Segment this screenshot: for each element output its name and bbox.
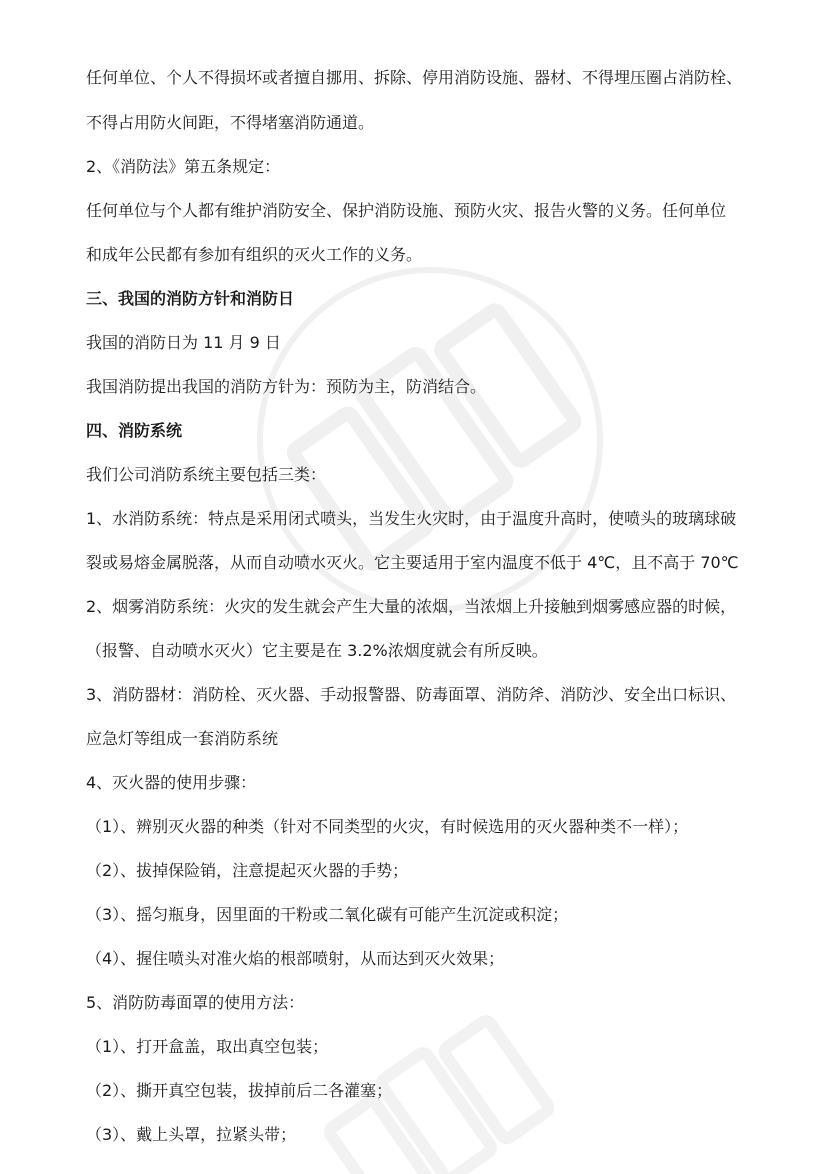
paragraph-line: 裂或易熔金属脱落，从而自动喷水灭火。它主要适用于室内温度不低于 4℃，且不高于 70℃ — [86, 553, 739, 572]
paragraph-line: 5、消防防毒面罩的使用方法： — [86, 993, 305, 1012]
watermark-logo-bottom — [300, 960, 560, 1174]
list-item: （2）、撕开真空包装，拔掉前后二各灌塞； — [86, 1081, 393, 1100]
list-item: （3）、摇匀瓶身，因里面的干粉或二氧化碳有可能产生沉淀或积淀； — [86, 905, 569, 924]
paragraph-line: 2、《消防法》第五条规定： — [86, 157, 281, 176]
watermark-logo — [240, 250, 620, 630]
paragraph-line: 不得占用防火间距，不得堵塞消防通道。 — [86, 113, 375, 132]
paragraph-line: 我国的消防日为 11 月 9 日 — [86, 333, 281, 352]
paragraph-line: 任何单位、个人不得损坏或者擅自挪用、拆除、停用消防设施、器材、不得埋压圈占消防栓、 — [86, 68, 743, 87]
paragraph-line: 我们公司消防系统主要包括三类： — [86, 465, 327, 484]
section-heading: 三、我国的消防方针和消防日 — [86, 289, 295, 308]
paragraph-line: 任何单位与个人都有维护消防安全、保护消防设施、预防火灾、报告火警的义务。任何单位 — [86, 201, 727, 220]
paragraph-line: 1、水消防系统：特点是采用闭式喷头，当发生火灾时，由于温度升高时，使喷头的玻璃球破 — [86, 509, 737, 528]
paragraph-line: 3、消防器材：消防栓、灭火器、手动报警器、防毒面罩、消防斧、消防沙、安全出口标识、 — [86, 685, 737, 704]
list-item: （1）、打开盒盖，取出真空包装； — [86, 1037, 329, 1056]
section-heading: 四、消防系统 — [86, 421, 183, 440]
list-item: （3）、戴上头罩，拉紧头带； — [86, 1125, 297, 1144]
paragraph-line: 我国消防提出我国的消防方针为：预防为主，防消结合。 — [86, 377, 487, 396]
paragraph-line: 4、灭火器的使用步骤： — [86, 773, 257, 792]
paragraph-line: 2、烟雾消防系统：火灾的发生就会产生大量的浓烟，当浓烟上升接触到烟雾感应器的时候， — [86, 597, 737, 616]
list-item: （4）、握住喷头对准火焰的根部喷射，从而达到灭火效果； — [86, 949, 505, 968]
list-item: （1）、辨别灭火器的种类（针对不同类型的火灾，有时候选用的灭火器种类不一样）； — [86, 817, 689, 836]
paragraph-line: 应急灯等组成一套消防系统 — [86, 729, 279, 748]
paragraph-line: （报警、自动喷水灭火）它主要是在 3.2%浓烟度就会有所反映。 — [86, 641, 548, 660]
paragraph-line: 和成年公民都有参加有组织的灭火工作的义务。 — [86, 245, 423, 264]
list-item: （2）、拔掉保险销，注意提起灭火器的手势； — [86, 861, 409, 880]
